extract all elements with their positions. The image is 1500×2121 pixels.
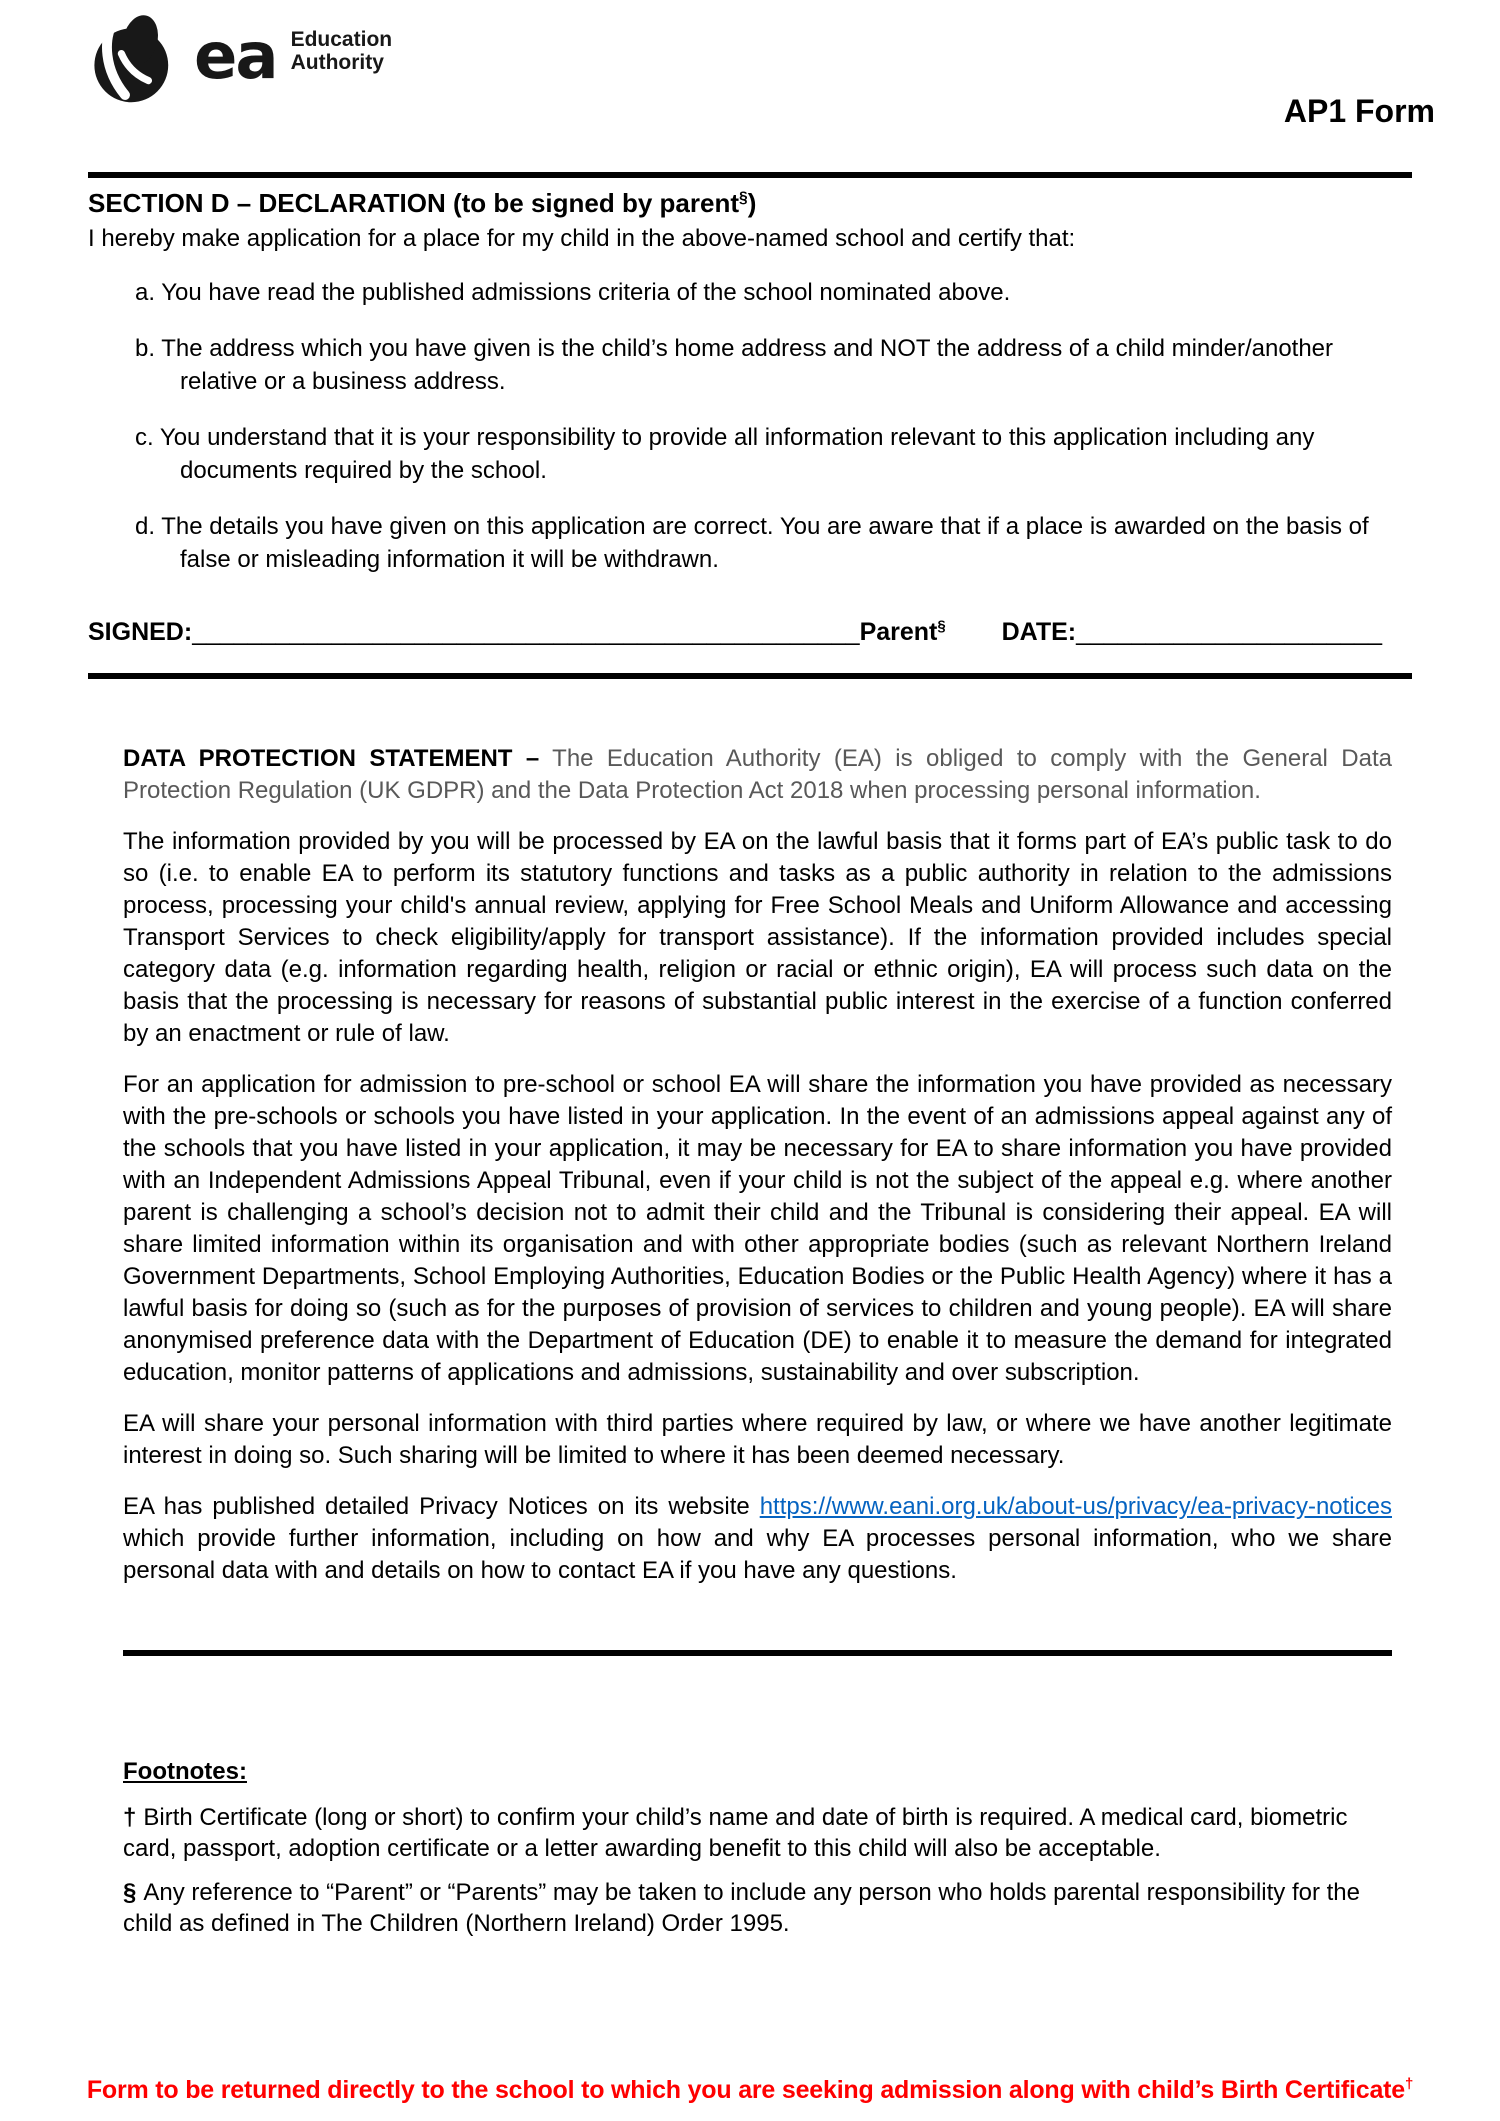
logo-org-line1: Education xyxy=(290,28,393,51)
ea-logo xyxy=(88,14,392,104)
footnote-marker-section: § xyxy=(123,1879,137,1906)
section-d-declaration xyxy=(88,186,1412,679)
date-label: DATE: xyxy=(1001,618,1077,646)
return-instruction-dagger: † xyxy=(1405,2075,1414,2093)
dp-paragraph-2: The information provided by you will be processed by EA on the lawful basis that it forms part of EA’s public task to do so (i.e. to enable EA to perform its statutory functions and tasks as a public authority in relation to the admissions process, processing your child's annual review, applying for Free School Meals and Uniform Allowance and accessing Transport Services to check eligibility/apply for transport assistance). If the information provided includes special category data (e.g. information regarding health, religion or racial or ethnic origin), EA will process such data on the basis that the processing is necessary for reasons of substantial public interest in the exercise of a function conferred by an enactment or rule of law. xyxy=(123,828,1392,1047)
dp-paragraph-1-text: The Education Authority (EA) is obliged to comply with the General Data Protection Regulation (UK GDPR) and the Data Protection Act 2018 when processing personal information. xyxy=(123,745,1392,804)
footnote-text: Any reference to “Parent” or “Parents” may be taken to include any person who holds parental responsibility for the child as defined in The Children (Northern Ireland) Order 1995. xyxy=(123,1879,1360,1937)
declaration-item-a xyxy=(135,276,1412,309)
date-group xyxy=(1002,618,1382,647)
dp-paragraph-5-after: which provide further information, including on how and why EA processes personal information, who we share personal data with and details on how to contact EA if you have any questions. xyxy=(123,1525,1392,1584)
declaration-item-b xyxy=(135,332,1412,398)
dp-paragraph-5-before: EA has published detailed Privacy Notices on its website xyxy=(123,1493,760,1520)
declaration-list xyxy=(88,276,1412,576)
item-marker: a. xyxy=(135,279,156,306)
parent-section-symbol: § xyxy=(937,617,946,635)
dp-paragraph-5 xyxy=(123,1491,1392,1587)
section-d-heading-text: SECTION D – DECLARATION (to be signed by parent xyxy=(88,188,740,218)
privacy-notices-link[interactable]: https://www.eani.org.uk/about-us/privacy/ea-privacy-notices xyxy=(759,1493,1392,1520)
page-header xyxy=(0,0,1500,129)
section-divider-top xyxy=(88,172,1412,178)
signed-label: SIGNED: xyxy=(88,618,193,646)
dp-paragraph-4: EA will share your personal information with third parties where required by law, or where we have another legitimate interest in doing so. Such sharing will be limited to where it has been deemed necessary. xyxy=(123,1410,1392,1469)
item-text: You understand that it is your responsibility to provide all information relevant to this application including any documents required by the school. xyxy=(159,424,1315,484)
data-protection-section xyxy=(123,743,1392,1587)
item-text: The details you have given on this application are correct. You are aware that if a place is awarded on the basis of false or misleading information it will be withdrawn. xyxy=(161,513,1369,573)
item-text: The address which you have given is the child’s home address and NOT the address of a child minder/another relative or a business address. xyxy=(161,335,1334,395)
item-marker: b. xyxy=(135,335,156,362)
logo-org-name xyxy=(291,28,393,74)
signed-row xyxy=(88,618,1412,647)
return-instruction-text: Form to be returned directly to the school to which you are seeking admission along with child’s Birth Certificate xyxy=(86,2076,1405,2104)
dp-title: DATA PROTECTION STATEMENT – xyxy=(123,745,540,772)
item-marker: c. xyxy=(135,424,154,451)
section-d-heading xyxy=(88,186,1412,220)
footnote-marker-dagger: † xyxy=(123,1804,137,1831)
footnotes-heading: Footnotes: xyxy=(123,1758,247,1785)
date-line: ______________________ xyxy=(1076,618,1382,646)
logo-ea-text: ea xyxy=(194,20,277,94)
section-symbol: § xyxy=(739,189,748,207)
section-d-heading-close: ) xyxy=(747,188,757,218)
dp-paragraph-3: For an application for admission to pre-school or school EA will share the information you have provided as necessary with the pre-schools or schools you have listed in your application. In the event of an admissions appeal against any of the schools that you have listed in your application, it may be necessary for EA to share information you have provided with an Independent Admissions Appeal Tribunal, even if your child is not the subject of the appeal e.g. where another parent is challenging a school’s decision not to admit their child and the Tribunal is considering their appeal. EA will share limited information within its organisation and with other appropriate bodies (such as relevant Northern Ireland Government Departments, School Employing Authorities, Education Bodies or the Public Health Agency) where it has a lawful basis for doing so (such as for the purposes of provision of services to children and young people). EA will share anonymised preference data with the Department of Education (DE) to enable it to measure the demand for integrated education, monitor patterns of applications and admissions, sustainability and over subscription. xyxy=(123,1071,1392,1386)
ea-leaf-icon xyxy=(88,14,180,104)
signed-parent-label xyxy=(860,618,946,647)
signature-line: ________________________________________________ xyxy=(192,618,860,646)
data-protection-divider xyxy=(123,1650,1392,1656)
page-content xyxy=(0,172,1500,1587)
footnote-text: Birth Certificate (long or short) to confirm your child’s name and date of birth is required. A medical card, biometric card, passport, adoption certificate or a letter awarding benefit to this child will also be acceptable. xyxy=(123,1804,1348,1862)
return-instruction xyxy=(0,2076,1500,2105)
item-text: You have read the published admissions criteria of the school nominated above. xyxy=(161,279,1011,306)
footnotes-section xyxy=(123,1756,1403,1952)
declaration-intro: I hereby make application for a place for my child in the above-named school and certify that: xyxy=(88,225,1076,252)
parent-label-text: Parent xyxy=(859,618,938,646)
declaration-item-d xyxy=(135,510,1412,576)
item-marker: d. xyxy=(135,513,156,540)
footnote-birth-certificate xyxy=(123,1802,1403,1864)
dp-paragraph-1 xyxy=(123,743,1392,807)
logo-org-line2: Authority xyxy=(290,51,384,74)
form-code-label: AP1 Form xyxy=(1283,93,1435,129)
declaration-item-c xyxy=(135,421,1412,487)
section-divider-bottom xyxy=(88,673,1412,679)
footnote-parent-definition xyxy=(123,1877,1403,1939)
